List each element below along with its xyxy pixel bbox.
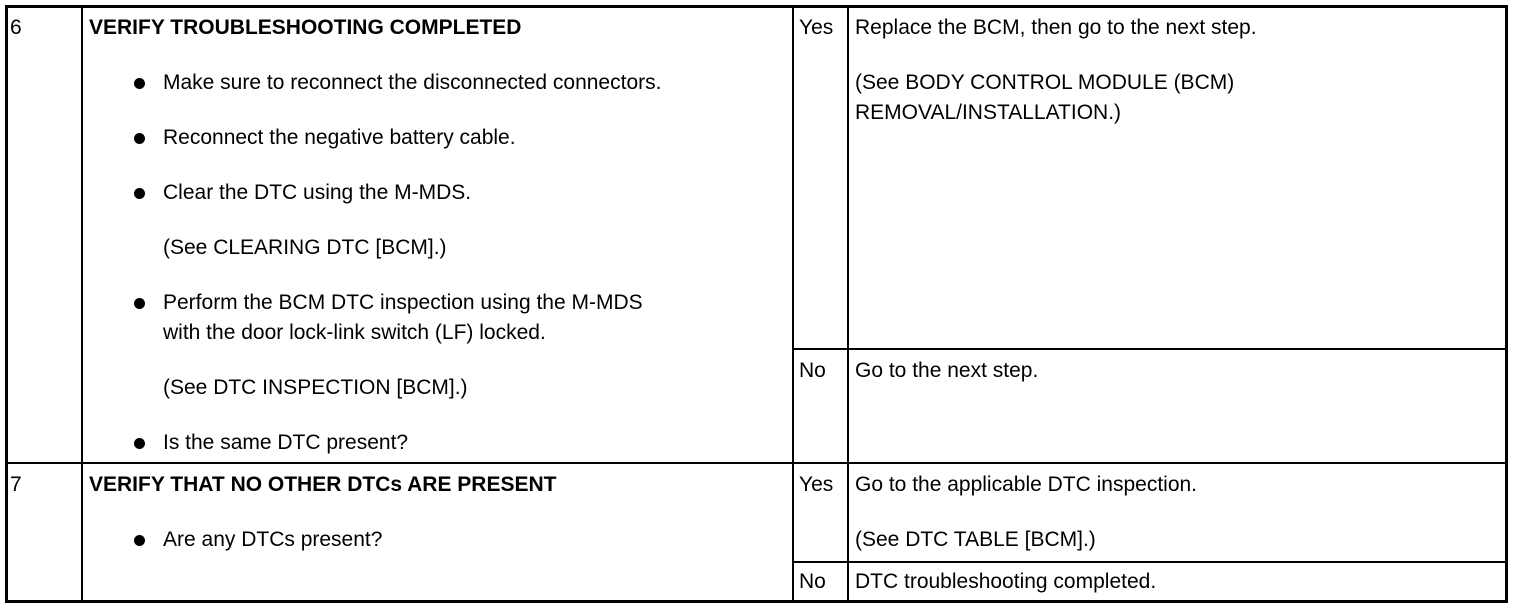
- bullet-icon: [134, 78, 145, 89]
- bullet-text: Make sure to reconnect the disconnected connectors.: [163, 71, 662, 94]
- bullet-icon: [134, 298, 145, 309]
- bullet-icon: [134, 188, 145, 199]
- bullet-icon: [134, 438, 145, 449]
- table-border-bottom: [5, 600, 1508, 603]
- step-number: 6: [10, 16, 22, 39]
- bullet-icon: [134, 535, 145, 546]
- row7-yes-no-divider: [792, 561, 1508, 563]
- bullet-text: Are any DTCs present?: [163, 528, 383, 551]
- row6-yes-no-divider: [792, 348, 1508, 350]
- table-border-right: [1505, 5, 1508, 603]
- step-title: VERIFY THAT NO OTHER DTCs ARE PRESENT: [89, 473, 557, 496]
- reference-note: REMOVAL/INSTALLATION.): [855, 101, 1122, 124]
- bullet-text: Perform the BCM DTC inspection using the M-MDS: [163, 291, 643, 314]
- bullet-text: with the door lock-link switch (LF) locked.: [163, 321, 546, 344]
- reference-note: (See CLEARING DTC [BCM].): [163, 236, 447, 259]
- no-action: DTC troubleshooting completed.: [855, 570, 1157, 593]
- reference-note: (See BODY CONTROL MODULE (BCM): [855, 71, 1235, 94]
- step-title: VERIFY TROUBLESHOOTING COMPLETED: [89, 16, 522, 39]
- no-label: No: [799, 570, 826, 593]
- no-label: No: [799, 359, 826, 382]
- bullet-text: Clear the DTC using the M-MDS.: [163, 181, 472, 204]
- yes-label: Yes: [799, 16, 834, 39]
- bullet-text: Reconnect the negative battery cable.: [163, 126, 516, 149]
- column-divider-check: [792, 5, 794, 603]
- column-divider-answer: [847, 5, 849, 603]
- yes-action: Replace the BCM, then go to the next step.: [855, 16, 1257, 39]
- yes-action: Go to the applicable DTC inspection.: [855, 473, 1198, 496]
- row-divider: [5, 462, 1508, 464]
- reference-note: (See DTC INSPECTION [BCM].): [163, 376, 468, 399]
- bullet-text: Is the same DTC present?: [163, 431, 409, 454]
- reference-note: (See DTC TABLE [BCM].): [855, 528, 1096, 551]
- bullet-icon: [134, 133, 145, 144]
- no-action: Go to the next step.: [855, 359, 1039, 382]
- column-divider-step: [81, 5, 83, 603]
- table-border-top: [5, 5, 1508, 8]
- step-number: 7: [10, 473, 22, 496]
- table-border-left: [5, 5, 8, 603]
- yes-label: Yes: [799, 473, 834, 496]
